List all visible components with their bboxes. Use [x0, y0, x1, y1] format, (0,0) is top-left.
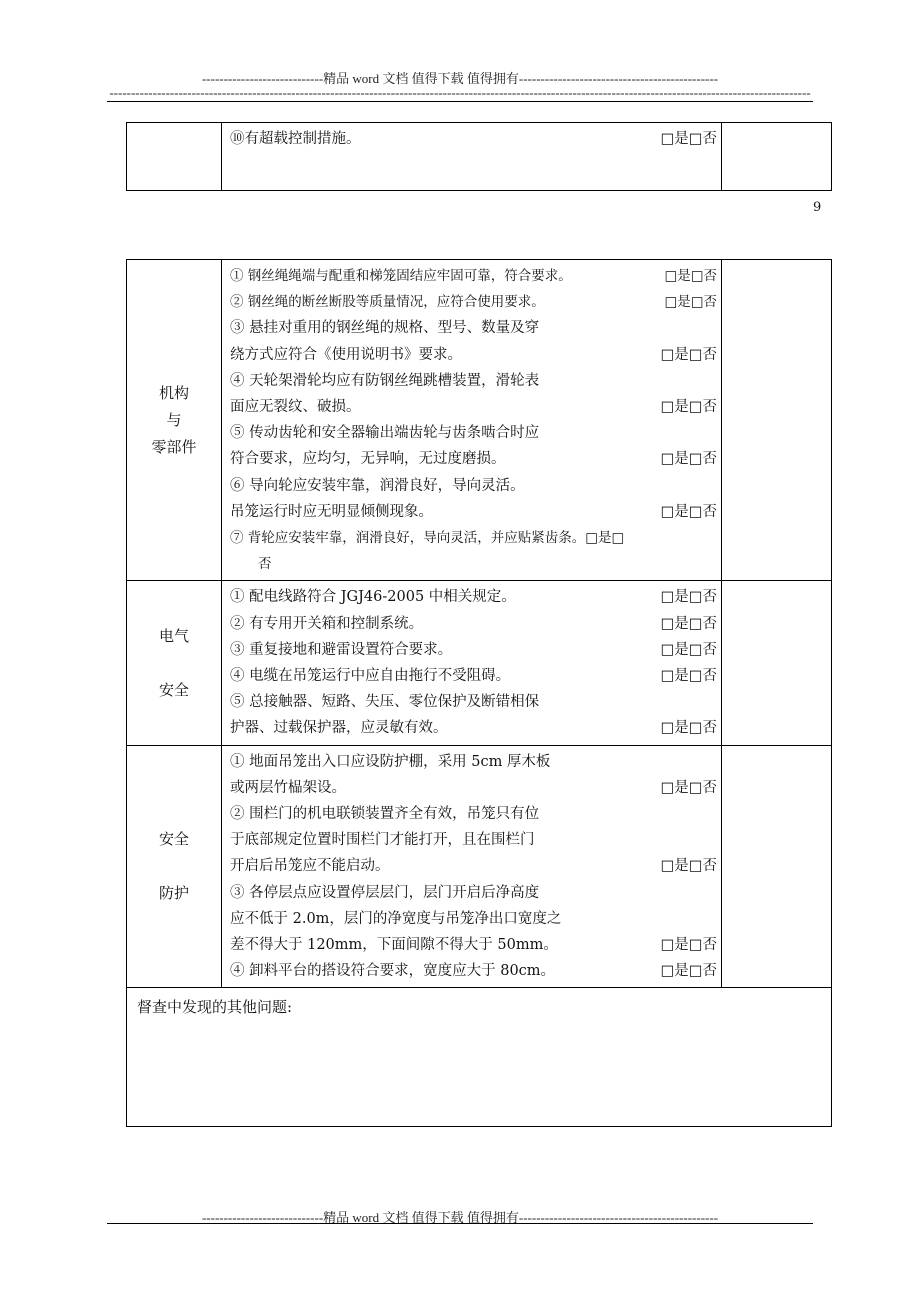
- check-item: [230, 853, 717, 879]
- page-number: 9: [813, 200, 822, 215]
- continued-table: [126, 122, 832, 191]
- check-item: [230, 749, 717, 775]
- item-text: 于底部规定位置时围栏门才能打开，且在围栏门: [230, 832, 535, 849]
- item-text: ① 地面吊笼出入口应设防护棚，采用 5cm 厚木板: [230, 753, 551, 770]
- check-item: [230, 126, 717, 152]
- check-item: [230, 880, 717, 906]
- item-cell: [222, 123, 722, 191]
- check-item: [230, 473, 717, 499]
- protection-items: [222, 745, 722, 988]
- yes-no-checkbox[interactable]: □是□否: [660, 720, 717, 737]
- item-text: ③ 各停层点应设置停层层门，层门开启后净高度: [230, 884, 540, 901]
- yes-no-checkbox[interactable]: □是□否: [664, 294, 717, 311]
- check-item: [230, 827, 717, 853]
- item-text: ④ 天轮架滑轮均应有防钢丝绳跳槽装置，滑轮表: [230, 372, 540, 389]
- item-text: 面应无裂纹、破损。: [230, 399, 361, 416]
- check-item: [230, 801, 717, 827]
- item-text: 符合要求，应均匀，无异响，无过度磨损。: [230, 451, 506, 468]
- yes-no-checkbox[interactable]: □是□否: [660, 963, 717, 980]
- remark-cell: [722, 581, 832, 745]
- check-item: [230, 906, 717, 932]
- remark-cell: [722, 123, 832, 191]
- electrical-items: [222, 581, 722, 745]
- check-item: [230, 775, 717, 801]
- remark-cell: [722, 745, 832, 988]
- item-text: ⑤ 总接触器、短路、失压、零位保护及断错相保: [230, 694, 540, 711]
- check-item: [230, 263, 717, 289]
- category-cell: [127, 123, 222, 191]
- item-text: ③ 悬挂对重用的钢丝绳的规格、型号、数量及穿: [230, 320, 540, 337]
- footer-banner: ----------------------------精品 word 文档 值得下载 值得拥有----------------------------------------------: [201, 1210, 719, 1225]
- yes-no-checkbox[interactable]: □是□否: [660, 451, 717, 468]
- header-rule: [107, 101, 813, 102]
- item-text: 或两层竹榀架设。: [230, 779, 346, 796]
- yes-no-checkbox[interactable]: □是□否: [660, 503, 717, 520]
- item-text: ② 钢丝绳的断丝断股等质量情况，应符合使用要求。: [230, 294, 545, 311]
- check-item: [230, 637, 717, 663]
- item-text: 绕方式应符合《使用说明书》要求。: [230, 346, 462, 363]
- header-dash-line: ------------------------------------------------------------------------------------------------------------------------------------------------------------------: [109, 85, 811, 100]
- check-item: [230, 715, 717, 741]
- item-text: ③ 重复接地和避雷设置符合要求。: [230, 641, 453, 658]
- yes-no-checkbox[interactable]: □是□否: [660, 399, 717, 416]
- item-text: ① 配电线路符合 JGJ46-2005 中相关规定。: [230, 589, 516, 606]
- other-issues-field[interactable]: [127, 988, 832, 1127]
- item-text: 差不得大于 120mm，下面间隙不得大于 50mm。: [230, 937, 558, 954]
- item-text: ④ 卸料平台的搭设符合要求，宽度应大于 80cm。: [230, 963, 556, 980]
- mechanism-items: [222, 260, 722, 581]
- category-mechanism: 机构 与 零部件: [127, 260, 222, 581]
- item-text: ⑥ 导向轮应安装牢靠，润滑良好，导向灵活。: [230, 477, 525, 494]
- other-issues-label: 督查中发现的其他问题:: [137, 998, 293, 1017]
- check-item: [230, 584, 717, 610]
- item-text: ② 有专用开关箱和控制系统。: [230, 615, 424, 632]
- yes-no-checkbox[interactable]: □是□否: [660, 641, 717, 658]
- check-item: [230, 958, 717, 984]
- footer-rule: [107, 1223, 813, 1224]
- yes-no-checkbox[interactable]: □是□否: [660, 346, 717, 363]
- check-item: [230, 663, 717, 689]
- check-item: [230, 689, 717, 715]
- item-text: ② 围栏门的机电联锁装置齐全有效，吊笼只有位: [230, 806, 540, 823]
- item-text: 开启后吊笼应不能启动。: [230, 858, 390, 875]
- yes-no-checkbox[interactable]: □是□否: [660, 589, 717, 606]
- section-electrical: [127, 581, 832, 745]
- check-item: [230, 611, 717, 637]
- inspection-table: [126, 259, 832, 1127]
- check-item: [230, 446, 717, 472]
- check-item-continued: 否: [258, 556, 272, 573]
- remark-cell: [722, 260, 832, 581]
- category-electrical: 电气 安全: [127, 581, 222, 745]
- item-text: ① 钢丝绳绳端与配重和梯笼固结应牢固可靠，符合要求。: [230, 268, 572, 284]
- check-item: [230, 342, 717, 368]
- item-text: 应不低于 2.0m，层门的净宽度与吊笼净出口宽度之: [230, 910, 562, 927]
- yes-no-checkbox[interactable]: □是□否: [660, 131, 717, 147]
- notes-row: [127, 988, 832, 1127]
- yes-no-checkbox[interactable]: □是□否: [660, 937, 717, 954]
- yes-no-checkbox[interactable]: □是□否: [660, 858, 717, 875]
- check-item: [230, 394, 717, 420]
- check-item: [230, 315, 717, 341]
- header-banner: ----------------------------精品 word 文档 值得下载 值得拥有----------------------------------------------: [201, 71, 719, 86]
- section-mechanism: [127, 260, 832, 581]
- yes-no-checkbox[interactable]: □是□否: [664, 268, 717, 284]
- item-text: ⑩有超载控制措施。: [230, 131, 361, 147]
- item-text: 护器、过载保护器，应灵敏有效。: [230, 720, 448, 737]
- yes-no-checkbox[interactable]: □是□否: [660, 668, 717, 685]
- item-text: 吊笼运行时应无明显倾侧现象。: [230, 503, 433, 520]
- yes-no-checkbox[interactable]: □是□否: [660, 779, 717, 796]
- item-text: ④ 电缆在吊笼运行中应自由拖行不受阻碍。: [230, 668, 511, 685]
- item-text: ⑤ 传动齿轮和安全器输出端齿轮与齿条啮合时应: [230, 425, 540, 442]
- check-item: ⑦ 背轮应安装牢靠，润滑良好，导向灵活，并应贴紧齿条。□是□: [230, 530, 625, 547]
- check-item: [230, 289, 717, 315]
- section-protection: [127, 745, 832, 988]
- category-protection: 安全 防护: [127, 745, 222, 988]
- check-item: [230, 499, 717, 525]
- check-item: [230, 932, 717, 958]
- check-item: [230, 368, 717, 394]
- yes-no-checkbox[interactable]: □是□否: [660, 615, 717, 632]
- check-item: [230, 420, 717, 446]
